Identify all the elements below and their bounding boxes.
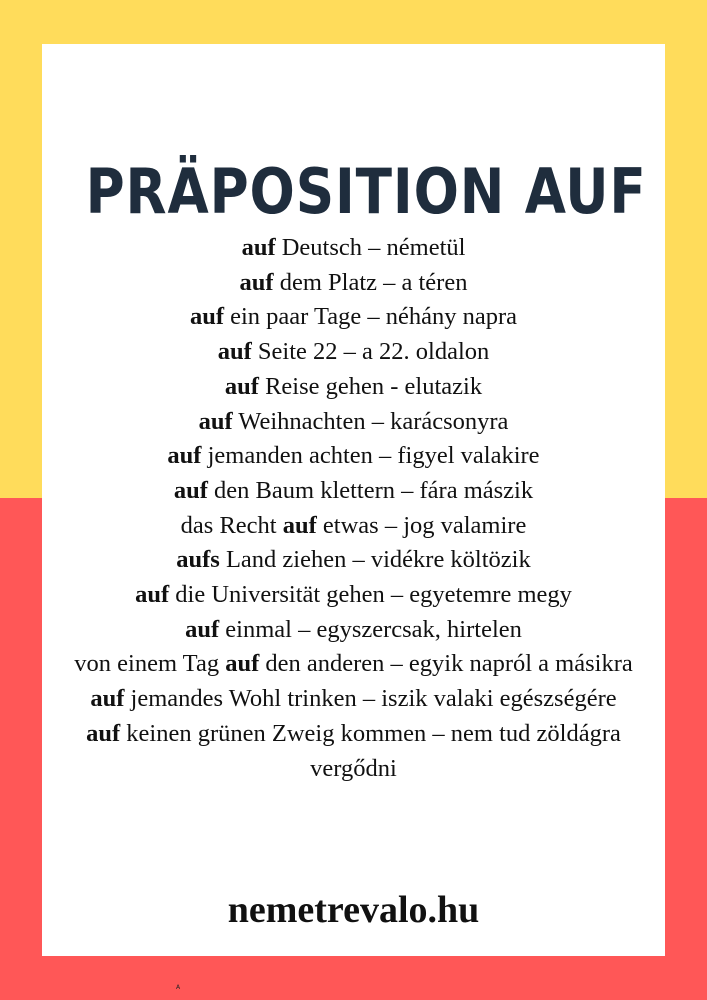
phrase-text: keinen grünen Zweig kommen – nem tud zöldágra vergődni (120, 719, 621, 782)
content-card (42, 44, 665, 956)
phrase-text: ein paar Tage – néhány napra (223, 303, 518, 331)
phrase-keyword: auf (239, 268, 274, 296)
website-label: nemetrevalo.hu (227, 889, 480, 931)
phrase-keyword: auf (135, 581, 170, 609)
phrase-keyword: auf (189, 303, 224, 331)
phrase-item (62, 370, 645, 405)
phrase-text: Land ziehen – vidékre költözik (219, 546, 531, 574)
phrase-item (62, 266, 645, 301)
corner-mark: A (176, 984, 181, 991)
phrase-prefix: das Recht (180, 511, 283, 539)
phrase-text: die Universität gehen – egyetemre megy (169, 581, 572, 609)
phrase-item (62, 509, 645, 544)
phrase-text: dem Platz – a téren (273, 268, 468, 296)
phrase-keyword: auf (86, 719, 121, 747)
phrase-keyword: auf (225, 650, 260, 678)
phrase-text: den Baum klettern – fára mászik (207, 476, 534, 504)
phrase-item (62, 682, 645, 717)
phrase-text: einmal – egyszercsak, hirtelen (219, 615, 522, 643)
phrase-text: Seite 22 – a 22. oldalon (251, 338, 490, 366)
phrase-item (62, 613, 645, 648)
phrase-keyword: auf (198, 407, 233, 435)
phrase-keyword: auf (224, 372, 259, 400)
phrase-keyword: auf (90, 685, 125, 713)
phrase-item (62, 231, 645, 266)
phrase-text: jemanden achten – figyel valakire (201, 442, 540, 470)
page-title: PRÄPOSITION AUF (85, 155, 647, 228)
phrase-text: Deutsch – németül (275, 234, 466, 261)
phrase-item (62, 405, 645, 440)
phrase-text: etwas – jog valamire (316, 511, 527, 539)
phrase-keyword: auf (217, 338, 252, 366)
phrase-item (62, 717, 645, 786)
phrase-keyword: auf (282, 511, 317, 539)
phrase-keyword: aufs (176, 546, 220, 574)
phrase-text: Reise gehen - elutazik (258, 372, 483, 400)
phrase-item (62, 335, 645, 370)
phrase-text: jemandes Wohl trinken – iszik valaki egészségére (124, 685, 617, 713)
phrase-item (62, 300, 645, 335)
phrase-prefix: von einem Tag (74, 650, 226, 678)
phrase-keyword: auf (173, 476, 208, 504)
phrase-keyword: auf (185, 615, 220, 643)
phrase-keyword: auf (241, 234, 276, 261)
phrase-item (62, 578, 645, 613)
phrase-item (62, 474, 645, 509)
phrase-item (62, 543, 645, 578)
phrase-text: den anderen – egyik napról a másikra (259, 650, 633, 678)
phrase-item (62, 439, 645, 474)
phrase-item (62, 647, 645, 682)
phrase-text: Weihnachten – karácsonyra (232, 407, 509, 435)
phrase-keyword: auf (167, 442, 202, 470)
phrase-list (62, 231, 645, 786)
